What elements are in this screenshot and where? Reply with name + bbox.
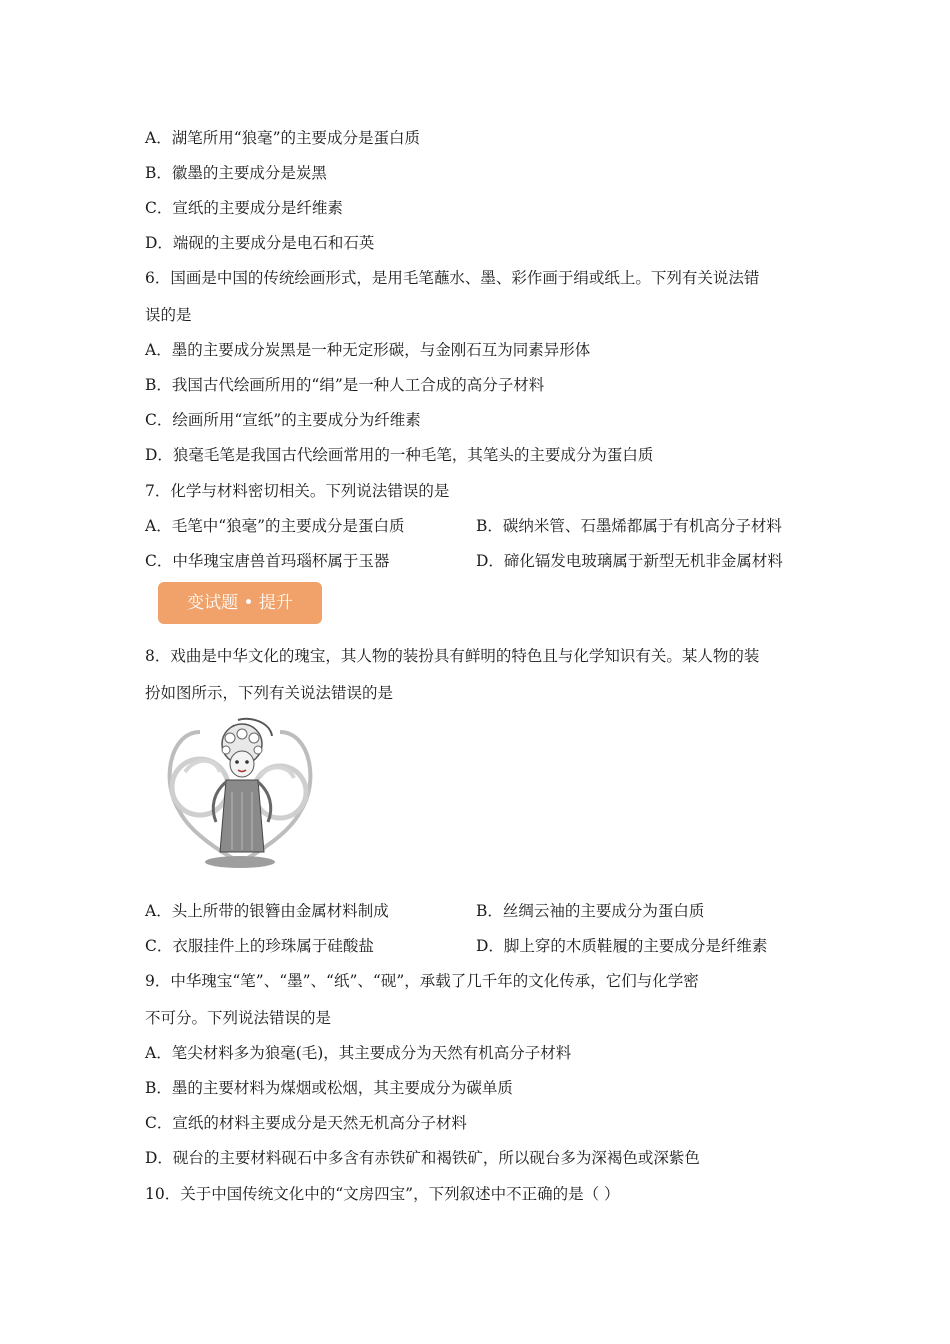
q10-stem: 10．关于中国传统文化中的“文房四宝”，下列叙述中不正确的是（ ） bbox=[145, 1185, 620, 1203]
q9-option-c: C．宣纸的材料主要成分是天然无机高分子材料 bbox=[145, 1114, 467, 1132]
q5-option-a: A．湖笔所用“狼毫”的主要成分是蛋白质 bbox=[145, 129, 421, 147]
q7-option-c: C．中华瑰宝唐兽首玛瑙杯属于玉器 bbox=[145, 552, 390, 570]
q6-stem-line1: 6．国画是中国的传统绘画形式，是用毛笔蘸水、墨、彩作画于绢或纸上。下列有关说法错 bbox=[145, 269, 760, 287]
q6-option-d: D．狼毫毛笔是我国古代绘画常用的一种毛笔，其笔头的主要成分为蛋白质 bbox=[145, 446, 654, 464]
q8-option-d: D．脚上穿的木质鞋履的主要成分是纤维素 bbox=[476, 937, 768, 955]
q9-option-d: D．砚台的主要材料砚石中多含有赤铁矿和褐铁矿，所以砚台多为深褐色或深紫色 bbox=[145, 1149, 700, 1167]
opera-character-illustration bbox=[160, 712, 320, 872]
q9-option-b: B．墨的主要材料为煤烟或松烟，其主要成分为碳单质 bbox=[145, 1079, 513, 1097]
q6-stem-line2: 误的是 bbox=[145, 306, 192, 324]
q5-option-d: D．端砚的主要成分是电石和石英 bbox=[145, 234, 375, 252]
q8-stem-line2: 扮如图所示，下列有关说法错误的是 bbox=[145, 684, 394, 702]
q6-option-b: B．我国古代绘画所用的“绢”是一种人工合成的高分子材料 bbox=[145, 376, 545, 394]
q7-option-b: B．碳纳米管、石墨烯都属于有机高分子材料 bbox=[476, 517, 782, 535]
variant-question-banner: 变试题 • 提升 bbox=[158, 582, 322, 624]
q9-stem-line2: 不可分。下列说法错误的是 bbox=[145, 1009, 332, 1027]
q5-option-c: C．宣纸的主要成分是纤维素 bbox=[145, 199, 343, 217]
q9-option-a: A．笔尖材料多为狼毫(毛)，其主要成分为天然有机高分子材料 bbox=[145, 1044, 572, 1062]
q8-option-a: A．头上所带的银簪由金属材料制成 bbox=[145, 902, 389, 920]
q5-option-b: B．徽墨的主要成分是炭黑 bbox=[145, 164, 327, 182]
q7-option-d: D．碲化镉发电玻璃属于新型无机非金属材料 bbox=[476, 552, 783, 570]
q7-stem: 7．化学与材料密切相关。下列说法错误的是 bbox=[145, 482, 450, 500]
q9-stem-line1: 9．中华瑰宝“笔”、“墨”、“纸”、“砚”，承载了几千年的文化传承，它们与化学密 bbox=[145, 972, 699, 990]
q7-option-a: A．毛笔中“狼毫”的主要成分是蛋白质 bbox=[145, 517, 405, 535]
q6-option-a: A．墨的主要成分炭黑是一种无定形碳，与金刚石互为同素异形体 bbox=[145, 341, 591, 359]
q8-stem-line1: 8．戏曲是中华文化的瑰宝，其人物的装扮具有鲜明的特色且与化学知识有关。某人物的装 bbox=[145, 647, 760, 665]
q8-option-b: B．丝绸云袖的主要成分为蛋白质 bbox=[476, 902, 705, 920]
q8-option-c: C．衣服挂件上的珍珠属于硅酸盐 bbox=[145, 937, 374, 955]
q6-option-c: C．绘画所用“宣纸”的主要成分为纤维素 bbox=[145, 411, 421, 429]
